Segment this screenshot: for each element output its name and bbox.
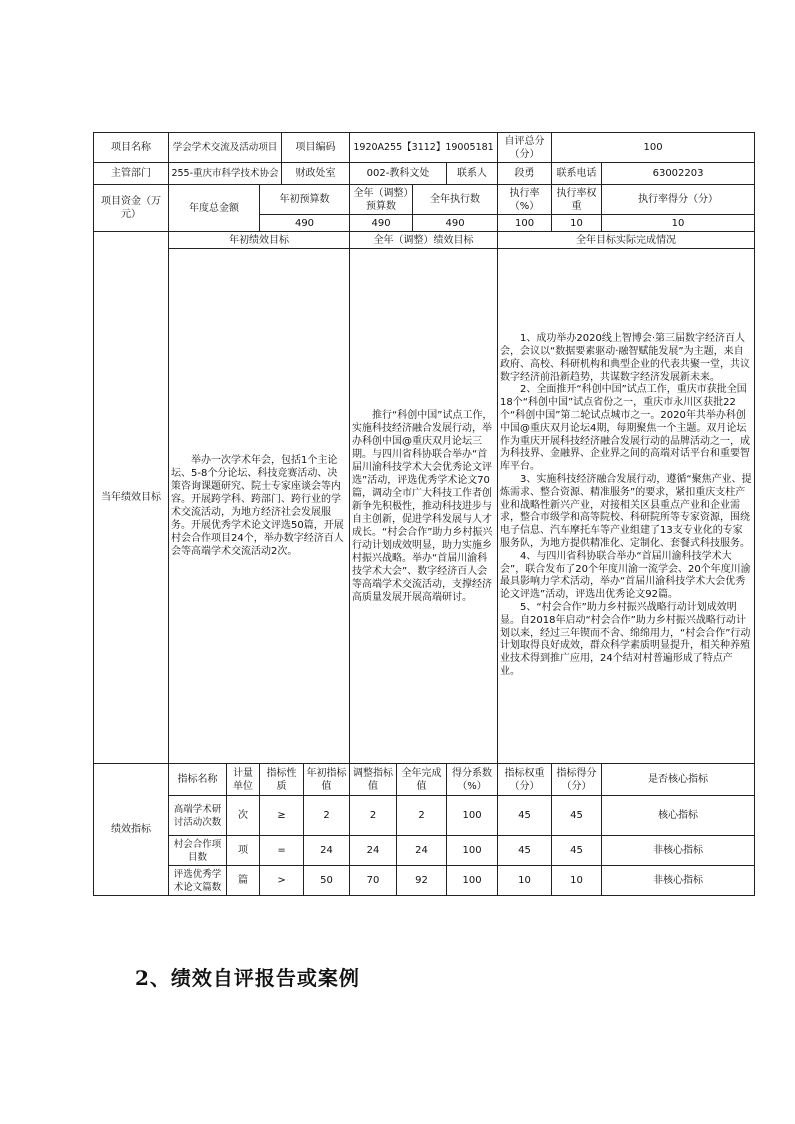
- goals-actual-paragraph-2: 2、全面推开“科创中国”试点工作，重庆市获批全国18个“科创中国”试点省份之一，重庆市永川区获批22个“科创中国”第二轮试点城市之一。2020年共举办科创中国@重庆双月论坛4期，每期聚焦一个主题。双月论坛作为重庆开展科技经济融合发展行动的品牌活动之一，成为科技界、金融界、企业界之间的高端对话平台和重要智库平台。: [500, 384, 751, 473]
- ind-header-score: 指标得分（分）: [552, 764, 602, 796]
- ind-header-coefficient: 得分系数（%）: [447, 764, 498, 796]
- rate-weight-label: 执行率权重: [552, 185, 602, 215]
- funds-label: 项目资金（万元）: [94, 185, 169, 232]
- project-name-value: 学会学术交流及活动项目: [169, 133, 282, 163]
- goals-adjusted-text: [350, 249, 498, 764]
- ind-header-weight: 指标权重（分）: [498, 764, 552, 796]
- ind-row3-core: 非核心指标: [602, 866, 755, 896]
- initial-budget-value: 490: [260, 215, 350, 232]
- goals-actual-text: [498, 249, 755, 764]
- ind-header-core: 是否核心指标: [602, 764, 755, 796]
- project-code-label: 项目编码: [282, 133, 350, 163]
- execution-rate-value: 100: [498, 215, 552, 232]
- ind-row1-initial: 2: [304, 796, 350, 836]
- ind-row1-name: 高端学术研讨活动次数: [169, 796, 227, 836]
- goals-label: 当年绩效目标: [94, 232, 169, 764]
- ind-row3-score: 10: [552, 866, 602, 896]
- ind-row2-name: 村会合作项目数: [169, 836, 227, 866]
- ind-row1-adjusted: 2: [350, 796, 397, 836]
- performance-self-evaluation-table: [93, 132, 755, 896]
- ind-row1-core: 核心指标: [602, 796, 755, 836]
- finance-label: 财政处室: [282, 163, 350, 185]
- annual-total-label: 年度总金额: [169, 185, 260, 232]
- indicators-label: 绩效指标: [94, 764, 169, 896]
- ind-row2-coefficient: 100: [447, 836, 498, 866]
- ind-row1-unit: 次: [227, 796, 260, 836]
- section-title: 2、绩效自评报告或案例: [135, 966, 360, 990]
- goals-adjusted-paragraph: 推行“科创中国”试点工作，实施科技经济融合发展行动，举办科创中国@重庆双月论坛三期。与四川省科协联合举办“首届川渝科技学术大会优秀论文评选”活动，评选优秀学术论文70篇，调动全市广大科技工作者创新争先积极性，推动科技进步与自主创新，促进学科发展与人才成长。“村会合作”助力乡村振兴行动计划成效明显，助力实施乡村振兴战略。举办“首届川渝科技学术大会”、数字经济百人会等高端学术交流活动，支撑经济高质量发展开展高端研讨。: [352, 409, 493, 603]
- self-score-label: 自评总分（分）: [498, 133, 552, 163]
- project-code-value: 1920A255【3112】19005181: [350, 133, 498, 163]
- ind-row2-actual: 24: [397, 836, 447, 866]
- goals-adjusted-header: 全年（调整）绩效目标: [350, 232, 498, 249]
- rate-weight-value: 10: [552, 215, 602, 232]
- ind-row3-name: 评选优秀学术论文篇数: [169, 866, 227, 896]
- initial-budget-label: 年初预算数: [260, 185, 350, 215]
- goals-initial-header: 年初绩效目标: [169, 232, 350, 249]
- ind-row3-adjusted: 70: [350, 866, 397, 896]
- ind-row2-nature: =: [260, 836, 304, 866]
- ind-row1-actual: 2: [397, 796, 447, 836]
- execution-rate-label: 执行率（%）: [498, 185, 552, 215]
- ind-row2-core: 非核心指标: [602, 836, 755, 866]
- rate-score-value: 10: [602, 215, 755, 232]
- dept-label: 主管部门: [94, 163, 169, 185]
- ind-header-unit: 计量单位: [227, 764, 260, 796]
- adjusted-budget-value: 490: [350, 215, 413, 232]
- ind-row3-coefficient: 100: [447, 866, 498, 896]
- goals-actual-paragraph-4: 4、与四川省科协联合举办“首届川渝科技学术大会”，联合发布了20个年度川渝一流学会、20个年度川渝最具影响力学术活动，举办“首届川渝科技学术大会优秀论文评选”活动，评选出优秀论文92篇。: [500, 550, 751, 601]
- goals-initial-paragraph: 举办一次学术年会，包括1个主论坛、5-8个分论坛、科技竞赛活动、决策咨询课题研究、院士专家座谈会等内容。开展跨学科、跨部门、跨行业的学术交流活动，为地方经济社会发展服务。开展优秀学术论文评选50篇，开展村会合作项目24个，举办数字经济百人会等高端学术交流活动2次。: [171, 455, 344, 557]
- ind-row2-adjusted: 24: [350, 836, 397, 866]
- table-row: [94, 866, 755, 896]
- goals-actual-header: 全年目标实际完成情况: [498, 232, 755, 249]
- phone-label: 联系电话: [552, 163, 602, 185]
- ind-row1-weight: 45: [498, 796, 552, 836]
- ind-row2-score: 45: [552, 836, 602, 866]
- ind-row1-nature: ≥: [260, 796, 304, 836]
- ind-row2-unit: 项: [227, 836, 260, 866]
- ind-row3-initial: 50: [304, 866, 350, 896]
- goals-actual-paragraph-3: 3、实施科技经济融合发展行动，遵循“聚焦产业、提炼需求、整合资源、精准服务”的要求，紧扣重庆支柱产业和战略性新兴产业，对接相关区县重点产业和企业需求，整合市级学和高等院校、科研院所等专家资源，围绕电子信息、汽车摩托车等产业组建了13支专业化的专家服务队，为地方提供精准化、定制化、套餐式科技服务。: [500, 474, 752, 549]
- ind-row3-unit: 篇: [227, 866, 260, 896]
- execution-value: 490: [413, 215, 498, 232]
- ind-row3-actual: 92: [397, 866, 447, 896]
- dept-value: 255-重庆市科学技术协会: [169, 163, 282, 185]
- goals-actual-paragraph-5: 5、“村会合作”助力乡村振兴战略行动计划成效明显。自2018年启动“村会合作”助力乡村振兴战略行动计划以来，经过三年锲而不舍、绵绵用力，“村会合作”行动计划取得良好成效，群众科学素质明显提升，相关种养殖业技术得到推广应用，24个结对村普遍形成了特点产业。: [500, 601, 751, 677]
- contact-value: 段勇: [498, 163, 552, 185]
- self-score-value: 100: [552, 133, 755, 163]
- ind-row2-initial: 24: [304, 836, 350, 866]
- contact-label: 联系人: [447, 163, 498, 185]
- goals-initial-text: [169, 249, 350, 764]
- ind-header-actual: 全年完成值: [397, 764, 447, 796]
- ind-row2-weight: 45: [498, 836, 552, 866]
- finance-value: 002-教科文处: [350, 163, 447, 185]
- execution-label: 全年执行数: [413, 185, 498, 215]
- ind-row3-nature: >: [260, 866, 304, 896]
- ind-header-name: 指标名称: [169, 764, 227, 796]
- table-row: [94, 796, 755, 836]
- ind-row1-score: 45: [552, 796, 602, 836]
- ind-header-nature: 指标性质: [260, 764, 304, 796]
- phone-value: 63002203: [602, 163, 755, 185]
- project-name-label: 项目名称: [94, 133, 169, 163]
- ind-header-adjusted: 调整指标值: [350, 764, 397, 796]
- table-row: [94, 836, 755, 866]
- rate-score-label: 执行率得分（分）: [602, 185, 755, 215]
- ind-row3-weight: 10: [498, 866, 552, 896]
- ind-header-initial: 年初指标值: [304, 764, 350, 796]
- ind-row1-coefficient: 100: [447, 796, 498, 836]
- adjusted-budget-label: 全年（调整）预算数: [350, 185, 413, 215]
- goals-actual-paragraph-1: 1、成功举办2020线上智博会·第三届数字经济百人会，会议以“数据要素驱动·融智赋能发展”为主题，来自政府、高校、科研机构和典型企业的代表共聚一堂，共议数字经济前沿新趋势，共谋数字经济发展新未来。: [500, 333, 751, 383]
